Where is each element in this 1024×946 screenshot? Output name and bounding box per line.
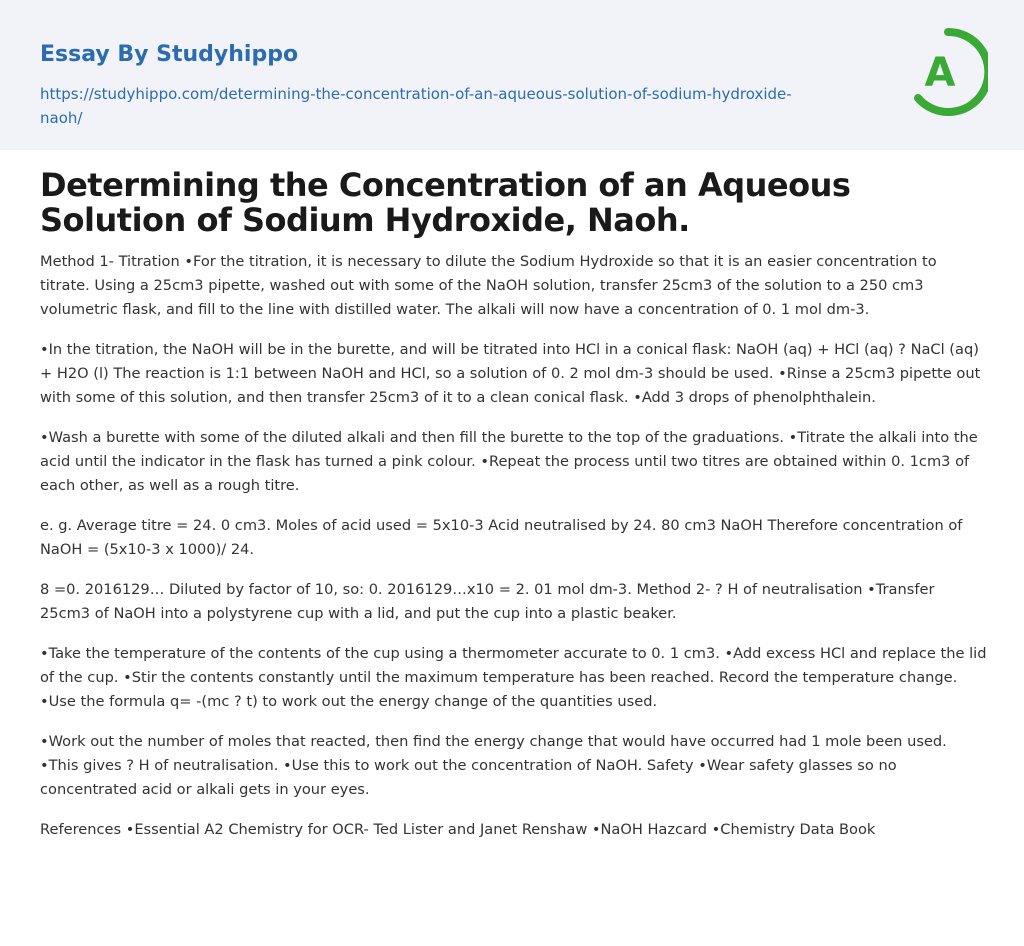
paragraph-7: •Work out the number of moles that reacted, then find the energy change that would have occurred had 1 mole been used. •This gives ? H of neutralisation. •Use this to work out the concentration of NaOH. Safety •Wear safety glasses so no concentrated acid or alkali gets in your eyes. — [40, 733, 947, 798]
article-body — [40, 250, 988, 858]
paragraph-references: References •Essential A2 Chemistry for OCR- Ted Lister and Janet Renshaw •NaOH Hazcard •Chemistry Data Book — [40, 821, 876, 838]
studyhippo-logo-icon[interactable] — [908, 28, 988, 116]
paragraph-2: •In the titration, the NaOH will be in the burette, and will be titrated into HCl in a conical flask: NaOH (aq) + HCl (aq) ? NaCl (aq) + H2O (l) The reaction is 1:1 between NaOH and HCl, so a solution of 0. 2 mol dm-3 should be used. •Rinse a 25cm3 pipette out with some of this solution, and then transfer 25cm3 of it to a clean conical flask. •Add 3 drops of phenolphthalein. — [40, 341, 981, 406]
paragraph-6: •Take the temperature of the contents of the cup using a thermometer accurate to 0. 1 cm3. •Add excess HCl and replace the lid of the cup. •Stir the contents constantly until the maximum temperature has been reached. Record the temperature change. •Use the formula q= -(mc ? t) to work out the energy change of the quantities used. — [40, 645, 987, 710]
site-header — [0, 0, 1024, 150]
brand-title[interactable]: Essay By Studyhippo — [40, 42, 299, 67]
article-title: Determining the Concentration of an Aqueous Solution of Sodium Hydroxide, Naoh. — [40, 166, 851, 239]
paragraph-4: e. g. Average titre = 24. 0 cm3. Moles of acid used = 5x10-3 Acid neutralised by 24. 80 cm3 NaOH Therefore concentration of NaOH = (5x10-3 x 1000)/ 24. — [40, 517, 963, 558]
paragraph-5: 8 =0. 2016129… Diluted by factor of 10, so: 0. 2016129…x10 = 2. 01 mol dm-3. Method 2- ? H of neutralisation •Transfer 25cm3 of NaOH into a polystyrene cup with a lid, and put the cup into a plastic beaker. — [40, 581, 935, 622]
logo-letter: A — [924, 50, 956, 96]
paragraph-1: Method 1- Titration •For the titration, it is necessary to dilute the Sodium Hydroxide so that it is an easier concentration to titrate. Using a 25cm3 pipette, washed out with some of the NaOH solution, transfer 25cm3 of the solution to a 250 cm3 volumetric flask, and fill to the line with distilled water. The alkali will now have a concentration of 0. 1 mol dm-3. — [40, 253, 937, 318]
article-url-link[interactable]: https://studyhippo.com/determining-the-concentration-of-an-aqueous-solution-of-sodium-hydroxide-naoh/ — [40, 85, 792, 127]
paragraph-3: •Wash a burette with some of the diluted alkali and then fill the burette to the top of the graduations. •Titrate the alkali into the acid until the indicator in the flask has turned a pink colour. •Repeat the process until two titres are obtained within 0. 1cm3 of each other, as well as a rough titre. — [40, 429, 978, 494]
